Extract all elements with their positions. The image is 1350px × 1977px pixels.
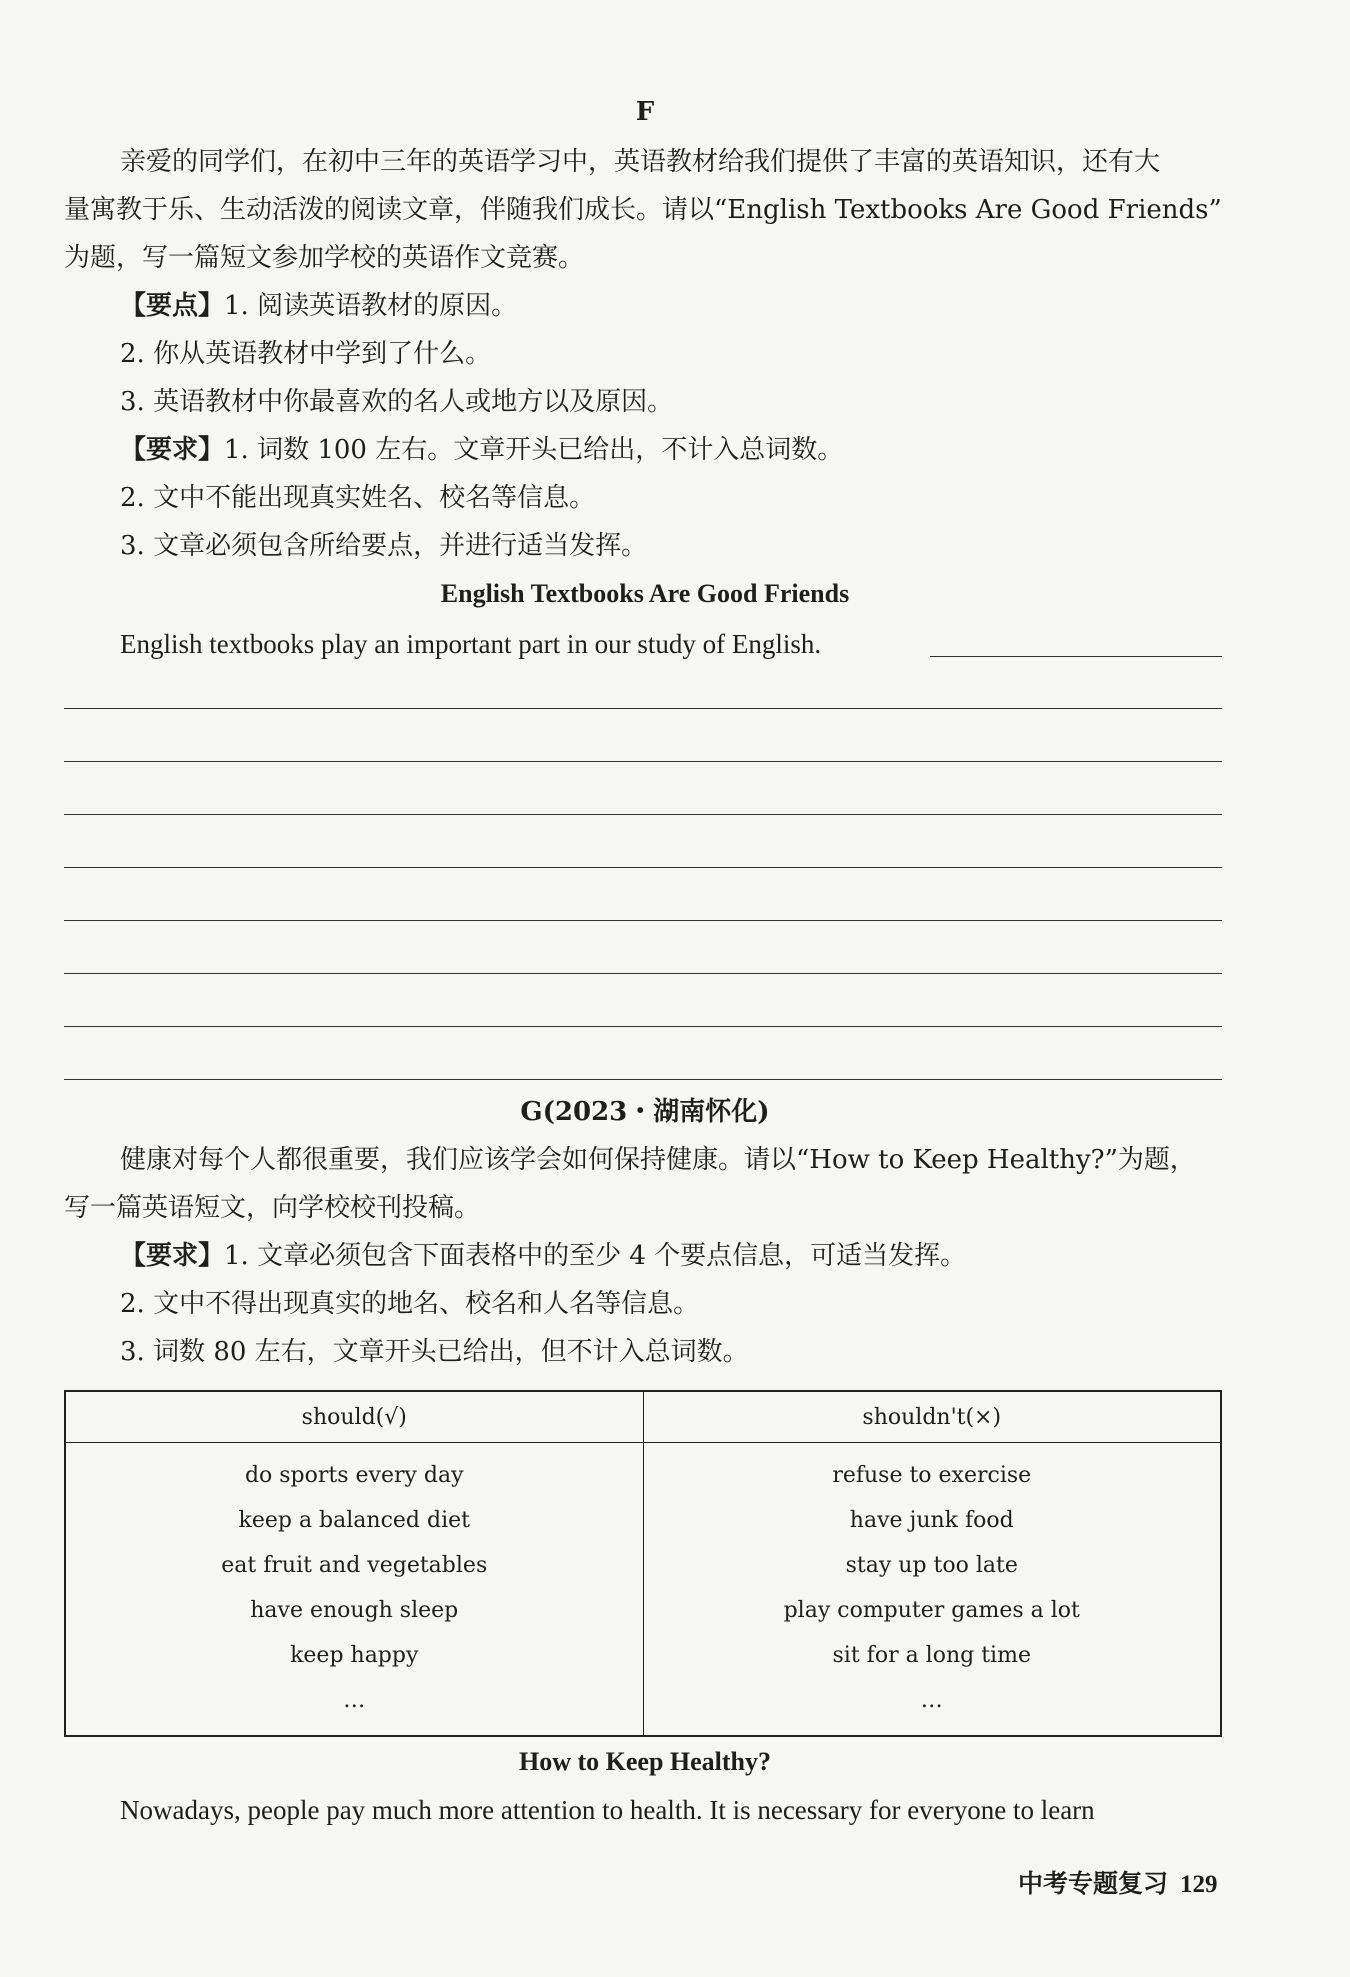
writing-line[interactable] [64, 920, 1222, 921]
writing-line[interactable] [64, 973, 1222, 974]
requirements-label: 【要求】 [120, 1241, 225, 1271]
section-g-requirement-2: 2. 文中不得出现真实的地名、校名和人名等信息。 [120, 1289, 700, 1319]
section-f-requirement-2: 2. 文中不能出现真实姓名、校名等信息。 [120, 483, 596, 513]
writing-line[interactable] [64, 1079, 1222, 1080]
should-item: have enough sleep [250, 1598, 459, 1623]
shouldnt-column [643, 1443, 1221, 1737]
section-f-requirement-3: 3. 文章必须包含所给要点，并进行适当发挥。 [120, 531, 648, 561]
should-header: should(√) [65, 1391, 643, 1443]
shouldnt-item: sit for a long time [832, 1643, 1031, 1668]
section-f-intro-line-2: 量寓教于乐、生动活泼的阅读文章，伴随我们成长。请以“English Textbooks Are Good Friends” [64, 195, 1222, 225]
requirements-label: 【要求】 [120, 435, 225, 465]
shouldnt-header: shouldn't(×) [643, 1391, 1221, 1443]
should-item: keep a balanced diet [238, 1508, 470, 1533]
section-g-requirement-3: 3. 词数 80 左右，文章开头已给出，但不计入总词数。 [120, 1337, 749, 1367]
section-f-intro-line-1: 亲爱的同学们，在初中三年的英语学习中，英语教材给我们提供了丰富的英语知识，还有大 [120, 147, 1161, 177]
section-f-point-3: 3. 英语教材中你最喜欢的名人或地方以及原因。 [120, 387, 674, 417]
shouldnt-item: refuse to exercise [832, 1463, 1032, 1488]
section-g-requirement-1 [120, 1236, 966, 1276]
should-item: keep happy [290, 1643, 419, 1668]
should-item: … [343, 1688, 366, 1713]
requirement-text: 1. 词数 100 左右。文章开头已给出，不计入总词数。 [224, 435, 844, 465]
section-f-label: F [635, 97, 655, 127]
page-footer [1018, 1864, 1218, 1900]
requirement-text: 1. 文章必须包含下面表格中的至少 4 个要点信息，可适当发挥。 [224, 1241, 967, 1271]
should-item: do sports every day [244, 1463, 464, 1488]
section-g-intro-line-2: 写一篇英语短文，向学校校刊投稿。 [64, 1193, 481, 1223]
point-text: 1. 阅读英语教材的原因。 [224, 291, 518, 321]
section-f-requirement-1 [120, 430, 843, 470]
section-f-essay-title: English Textbooks Are Good Friends [440, 579, 850, 608]
writing-blank[interactable] [930, 656, 1222, 657]
section-f-intro-line-3: 为题，写一篇短文参加学校的英语作文竞赛。 [64, 243, 585, 273]
writing-line[interactable] [64, 814, 1222, 815]
should-column [65, 1443, 643, 1737]
section-f-essay-start: English textbooks play an important part in our study of English. [120, 629, 822, 659]
writing-line[interactable] [64, 708, 1222, 709]
shouldnt-item: play computer games a lot [783, 1598, 1080, 1623]
writing-line[interactable] [64, 867, 1222, 868]
section-g-essay-start: Nowadays, people pay much more attention to health. It is necessary for everyone to learn [120, 1795, 1095, 1825]
points-label: 【要点】 [120, 291, 225, 321]
section-f-point-2: 2. 你从英语教材中学到了什么。 [120, 339, 492, 369]
section-g-label: G(2023・湖南怀化) [520, 1097, 770, 1127]
page-number: 129 [1180, 1871, 1218, 1898]
writing-line[interactable] [64, 1026, 1222, 1027]
health-tips-table [64, 1390, 1222, 1737]
shouldnt-item: stay up too late [845, 1553, 1018, 1578]
section-g-essay-title: How to Keep Healthy? [518, 1747, 772, 1776]
shouldnt-item: have junk food [849, 1508, 1014, 1533]
section-g-intro-line-1: 健康对每个人都很重要，我们应该学会如何保持健康。请以“How to Keep Healthy?”为题， [120, 1145, 1196, 1175]
shouldnt-item: … [920, 1688, 943, 1713]
footer-label: 中考专题复习 [1018, 1869, 1169, 1898]
writing-line[interactable] [64, 761, 1222, 762]
should-item: eat fruit and vegetables [221, 1553, 488, 1578]
section-f-point-1 [120, 286, 517, 326]
